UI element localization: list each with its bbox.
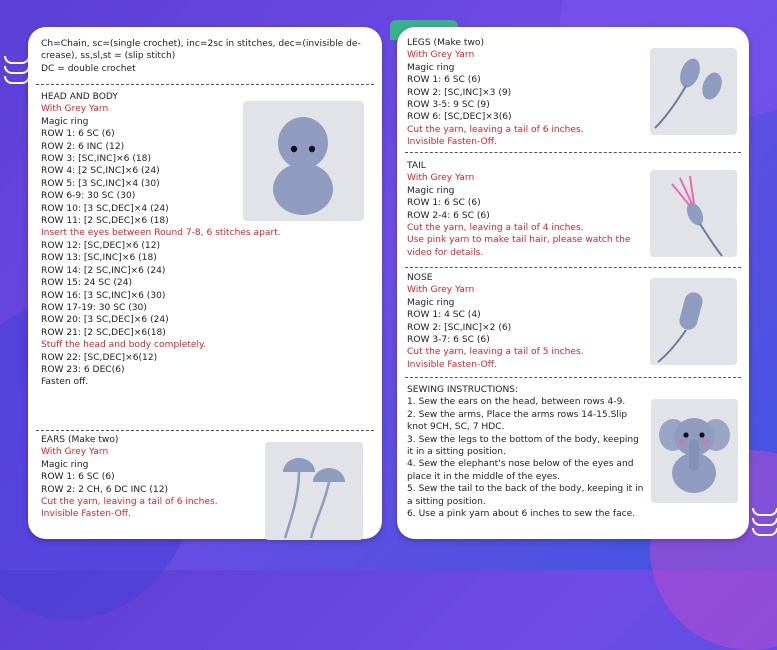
tail-content — [407, 160, 630, 259]
head-body-line: ROW 4: [2 SC,INC]×6 (24) — [41, 166, 160, 177]
abbreviation-line: Ch=Chain, sc=(single crochet), inc=2sc in stitches, dec=(invisible de- — [41, 39, 361, 49]
sewing-line: 3. Sew the legs to the bottom of the body, keeping — [407, 434, 639, 445]
ears-line: Magic ring — [41, 459, 89, 470]
head-body-line: ROW 20: [3 SC,DEC]×6 (24) — [41, 315, 169, 326]
nose-content — [407, 272, 584, 371]
sewing-line: a sitting position. — [407, 496, 486, 507]
legs-illustration — [650, 48, 737, 135]
head-body-line: ROW 22: [SC,DEC]×6(12) — [41, 352, 158, 363]
ears-line: ROW 2: 2 CH, 6 DC INC (12) — [41, 484, 169, 495]
ears-line: Invisible Fasten-Off. — [41, 509, 131, 520]
elephant-body-illustration — [243, 101, 364, 221]
sewing-line: 2. Sew the arms, Place the arms rows 14-15.Slip — [407, 409, 628, 420]
legs-photo — [650, 48, 737, 135]
nose-title: NOSE — [407, 273, 433, 283]
nose-illustration — [650, 278, 737, 365]
legs-line: Cut the yarn, leaving a tail of 6 inches. — [407, 124, 584, 135]
nose-line: Invisible Fasten-Off. — [407, 359, 497, 370]
tail-photo — [650, 170, 737, 257]
sewing-content — [407, 384, 643, 520]
ears-illustration — [265, 442, 363, 540]
nose-line: Magic ring — [407, 297, 455, 308]
ears-photo — [265, 442, 363, 540]
ears-line: With Grey Yarn — [41, 447, 109, 458]
finished-elephant-illustration — [651, 399, 738, 503]
abbreviations-text — [41, 38, 361, 75]
head-body-photo — [243, 101, 364, 221]
section-divider — [405, 267, 741, 268]
tail-line: Use pink yarn to make tail hair, please watch the — [407, 235, 631, 246]
sewing-line: it in a sitting position. — [407, 447, 506, 458]
abbreviation-line: crease), ss,sl,st = (slip stitch) — [41, 51, 176, 62]
legs-line: Invisible Fasten-Off. — [407, 137, 497, 148]
left-page-card — [28, 27, 382, 539]
tail-line: ROW 2-4: 6 SC (6) — [407, 210, 490, 221]
right-page-card — [397, 27, 749, 539]
head-body-line: ROW 14: [2 SC,INC]×6 (24) — [41, 265, 166, 276]
tail-title: TAIL — [407, 161, 426, 171]
tail-line: video for details. — [407, 247, 484, 258]
finished-elephant-photo — [651, 399, 738, 503]
head-body-line: Fasten off. — [41, 377, 89, 388]
sewing-line: 6. Use a pink yarn about 6 inches to sew the face. — [407, 509, 636, 520]
tail-illustration — [650, 170, 737, 257]
sewing-line: knot 9CH, SC, 7 HDC. — [407, 422, 505, 433]
head-body-line: ROW 5: [3 SC,INC]×4 (30) — [41, 178, 160, 189]
nose-line: Cut the yarn, leaving a tail of 5 inches. — [407, 347, 584, 358]
nose-line: ROW 2: [SC,INC]×2 (6) — [407, 322, 512, 333]
tail-line: Cut the yarn, leaving a tail of 4 inches. — [407, 223, 584, 234]
head-body-line: ROW 1: 6 SC (6) — [41, 129, 115, 140]
head-body-line: ROW 6-9: 30 SC (30) — [41, 191, 136, 202]
head-body-line: ROW 3: [SC,INC]×6 (18) — [41, 154, 152, 165]
tail-line: With Grey Yarn — [407, 173, 475, 184]
sewing-title: SEWING INSTRUCTIONS: — [407, 385, 519, 395]
head-body-line: ROW 23: 6 DEC(6) — [41, 364, 125, 375]
decorative-wave-icon — [4, 66, 30, 74]
decorative-wave-icon — [4, 56, 30, 64]
head-body-line: ROW 15: 24 SC (24) — [41, 278, 133, 289]
sewing-line: 5. Sew the tail to the back of the body, keeping it in — [407, 484, 644, 495]
head-body-line: ROW 2: 6 INC (12) — [41, 141, 125, 152]
section-divider — [36, 430, 374, 431]
head-body-title: HEAD AND BODY — [41, 92, 118, 102]
head-body-line: ROW 11: [2 SC,DEC]×6 (18) — [41, 216, 169, 227]
sewing-line: 1. Sew the ears on the head, between rows 4-9. — [407, 397, 626, 408]
ears-line: Cut the yarn, leaving a tail of 6 inches. — [41, 497, 218, 508]
legs-line: ROW 3-5: 9 SC (9) — [407, 100, 490, 111]
section-divider — [405, 152, 741, 153]
legs-content — [407, 37, 584, 149]
nose-photo — [650, 278, 737, 365]
sewing-line: place it in the middle of the eyes. — [407, 471, 560, 482]
sewing-line: 4. Sew the elephant's nose below of the eyes and — [407, 459, 634, 470]
ears-line: ROW 1: 6 SC (6) — [41, 472, 115, 483]
head-body-line: With Grey Yarn — [41, 104, 109, 115]
decorative-wave-icon — [4, 76, 30, 84]
legs-title: LEGS (Make two) — [407, 38, 485, 48]
decorative-wave-icon — [752, 518, 777, 526]
abbreviation-line: DC = double crochet — [41, 63, 136, 74]
legs-line: With Grey Yarn — [407, 50, 475, 61]
head-body-line: ROW 16: [3 SC,INC]×6 (30) — [41, 290, 166, 301]
nose-line: ROW 3-7: 6 SC (6) — [407, 335, 490, 346]
head-body-line: Magic ring — [41, 116, 89, 127]
decorative-wave-icon — [752, 508, 777, 516]
nose-line: ROW 1: 4 SC (4) — [407, 310, 481, 321]
tail-line: Magic ring — [407, 185, 455, 196]
head-body-line: ROW 12: [SC,DEC]×6 (12) — [41, 240, 161, 251]
head-body-line: Insert the eyes between Round 7-8, 6 stitches apart. — [41, 228, 281, 239]
head-body-line: ROW 21: [2 SC,DEC]×6(18) — [41, 327, 166, 338]
tail-line: ROW 1: 6 SC (6) — [407, 198, 481, 209]
nose-line: With Grey Yarn — [407, 285, 475, 296]
section-divider — [36, 84, 374, 85]
head-body-line: ROW 17-19: 30 SC (30) — [41, 302, 147, 313]
legs-line: ROW 1: 6 SC (6) — [407, 75, 481, 86]
section-divider — [405, 377, 741, 378]
head-body-line: Stuff the head and body completely. — [41, 340, 207, 351]
decorative-wave-icon — [752, 528, 777, 536]
head-body-line: ROW 13: [SC,INC]×6 (18) — [41, 253, 157, 264]
legs-line: ROW 2: [SC,INC]×3 (9) — [407, 87, 512, 98]
head-body-line: ROW 10: [3 SC,DEC]×4 (24) — [41, 203, 169, 214]
legs-line: ROW 6: [SC,DEC]×3(6) — [407, 112, 512, 123]
ears-title: EARS (Make two) — [41, 435, 119, 445]
legs-line: Magic ring — [407, 62, 455, 73]
ears-content — [41, 434, 218, 521]
